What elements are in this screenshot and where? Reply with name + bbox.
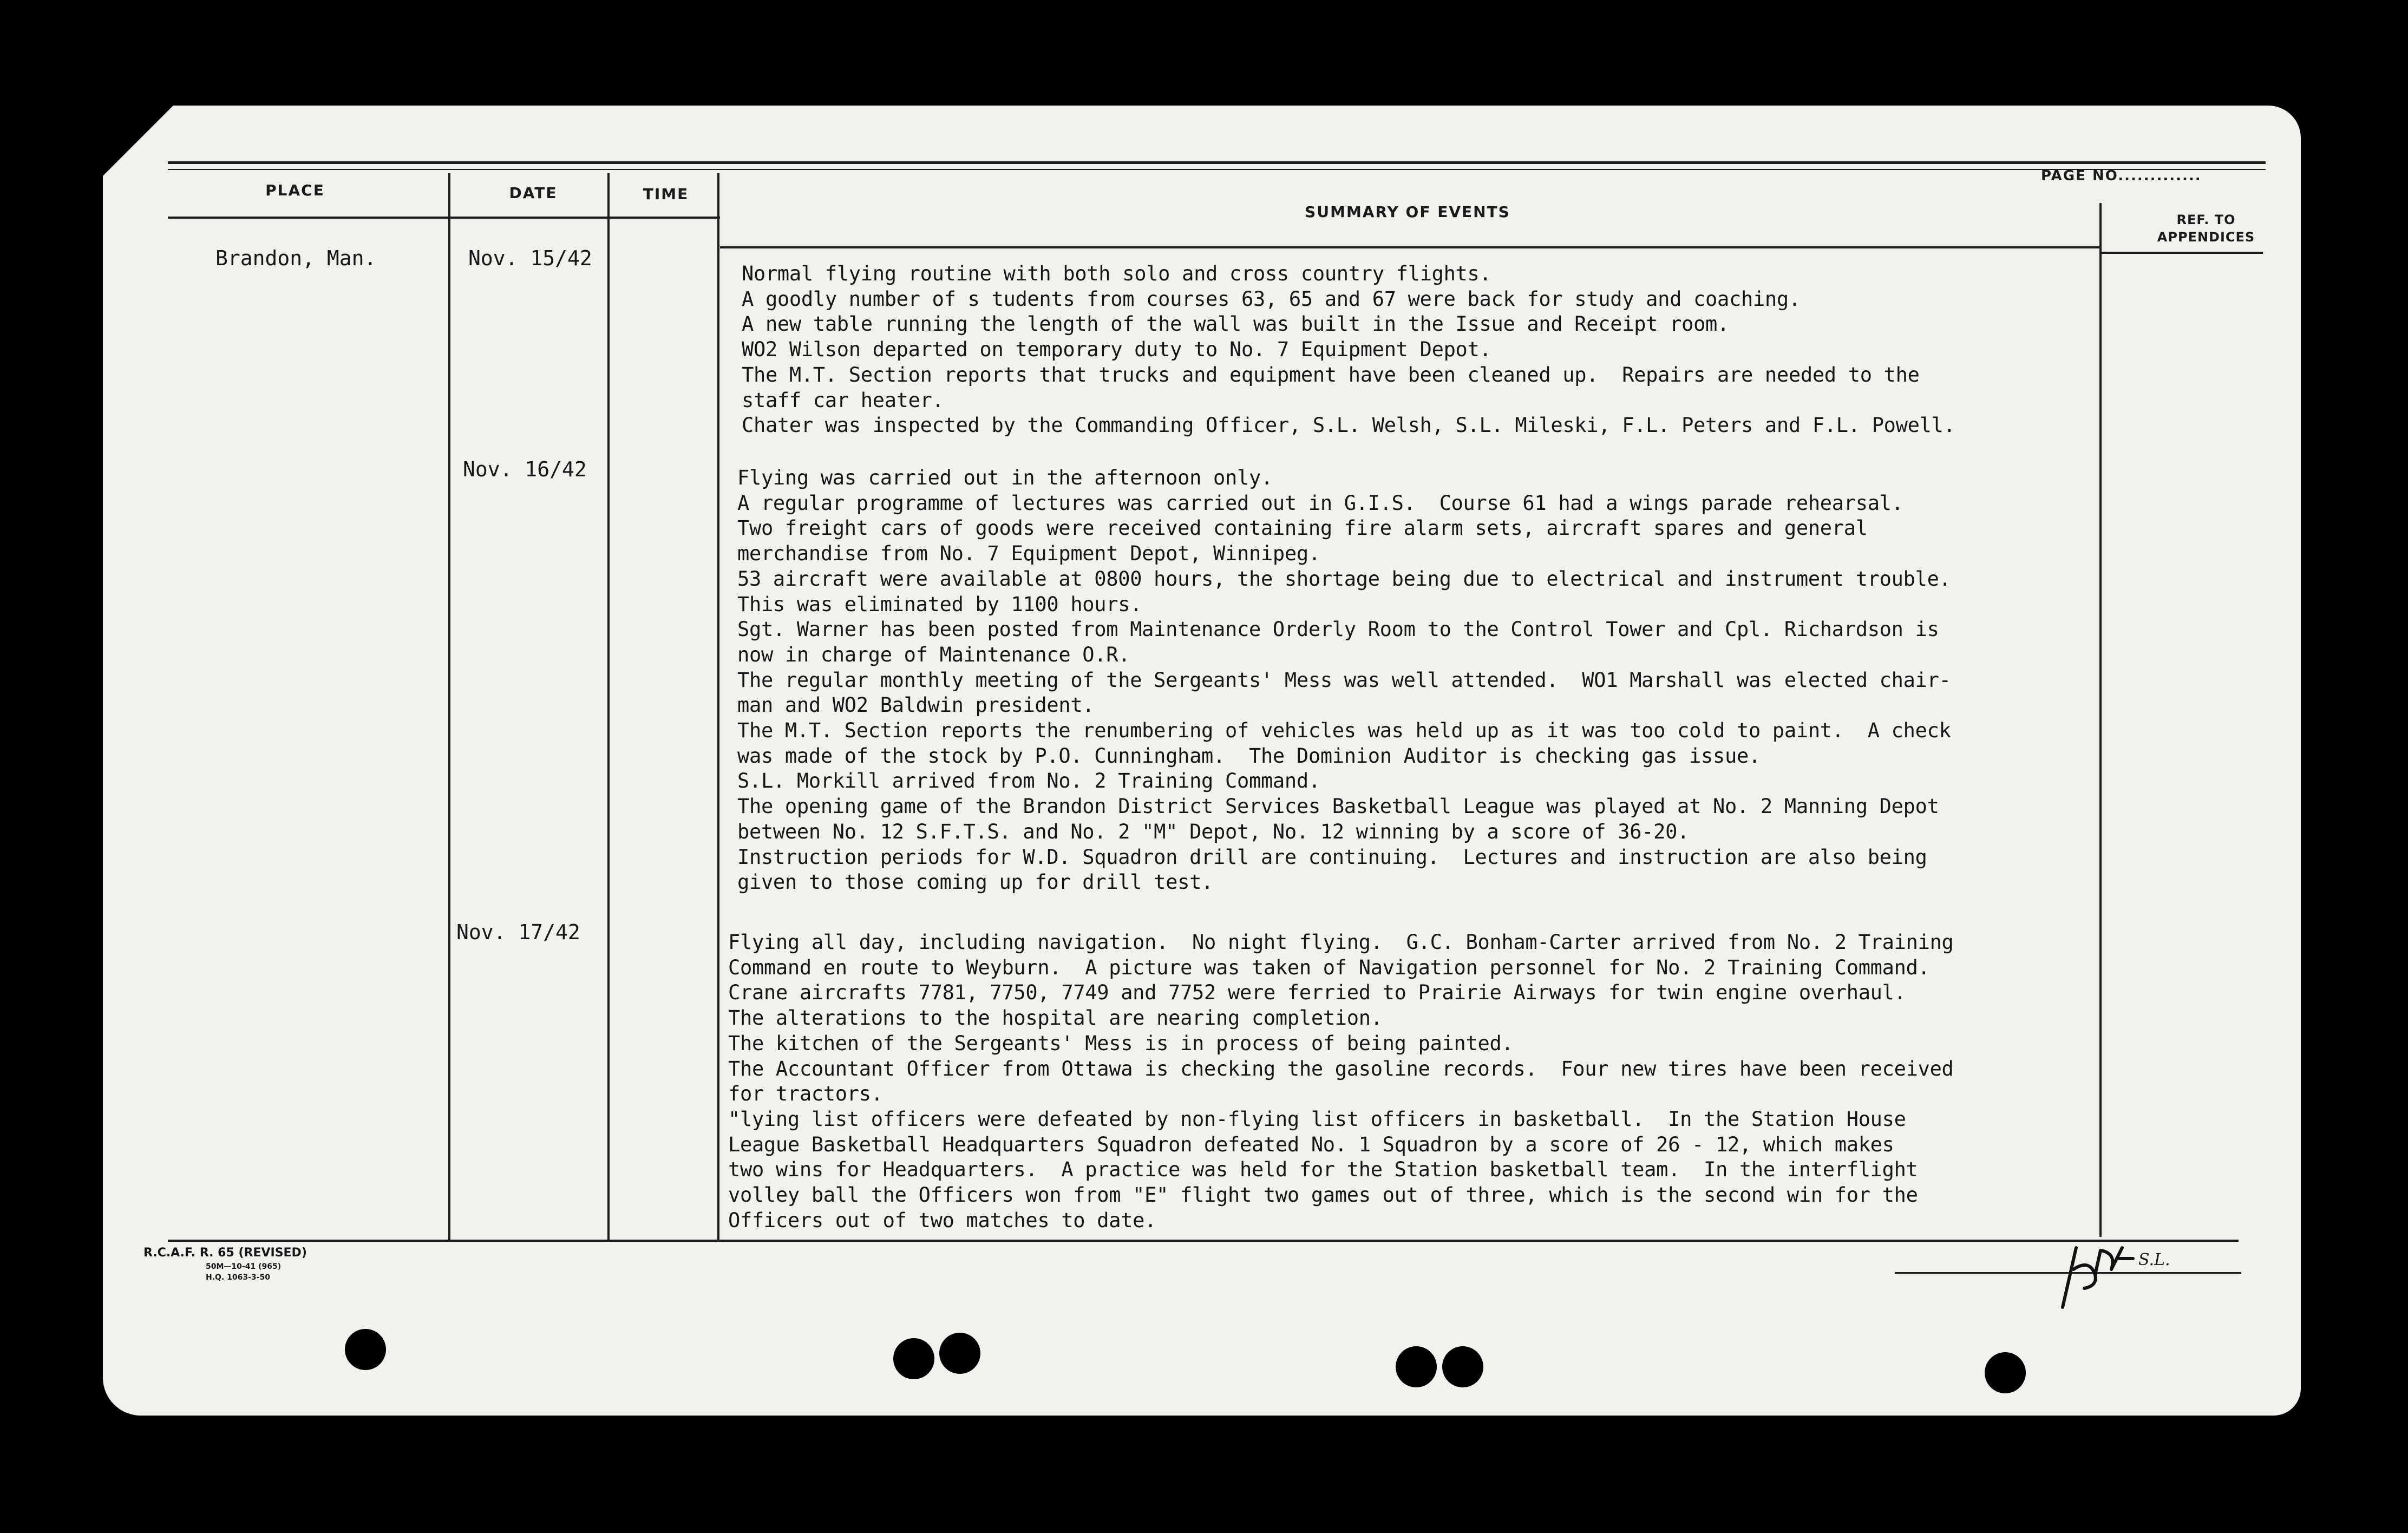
binder-hole — [1985, 1352, 2026, 1393]
page-corner — [103, 106, 173, 176]
event-line: Crane aircrafts 7781, 7750, 7749 and 7752 were ferried to Prairie Airways for twin engine overhaul. — [728, 981, 1906, 1005]
date-header: DATE — [509, 184, 558, 202]
header-underline-ref — [2101, 252, 2263, 254]
event-line: Chater was inspected by the Commanding Officer, S.L. Welsh, S.L. Mileski, F.L. Peters and F.L. Powell. — [742, 414, 1955, 437]
event-line: A regular programme of lectures was carried out in G.I.S. Course 61 had a wings parade rehearsal. — [737, 491, 1903, 515]
binder-hole — [345, 1329, 386, 1370]
event-line: A new table running the length of the wall was built in the Issue and Receipt room. — [742, 312, 1729, 336]
signature-scrawl-icon — [2046, 1237, 2198, 1318]
event-line: was made of the stock by P.O. Cunningham. The Dominion Auditor is checking gas issue. — [737, 744, 1761, 768]
event-line: The kitchen of the Sergeants' Mess is in process of being painted. — [728, 1031, 1514, 1055]
place-cell: Brandon, Man. — [215, 246, 377, 270]
header-underline-left — [168, 217, 720, 219]
entry-date: Nov. 17/42 — [456, 920, 580, 944]
binder-hole — [1442, 1346, 1483, 1387]
appendices-label: APPENDICES — [2157, 230, 2255, 245]
event-line: League Basketball Headquarters Squadron defeated No. 1 Squadron by a score of 26 - 12, which makes — [728, 1132, 1894, 1156]
header-underline-summary — [720, 246, 2101, 248]
binder-hole — [893, 1338, 934, 1379]
form-code-block — [143, 1245, 307, 1283]
event-line: "lying list officers were defeated by non-flying list officers in basketball. In the Station House — [728, 1107, 1906, 1131]
event-line: S.L. Morkill arrived from No. 2 Training Command. — [737, 769, 1320, 793]
time-header: TIME — [643, 185, 689, 203]
event-line: A goodly number of s tudents from courses 63, 65 and 67 were back for study and coaching. — [742, 287, 1801, 311]
top-rule — [168, 161, 2266, 164]
col-rule-date-time — [607, 173, 610, 1240]
event-entry — [737, 466, 2091, 895]
event-entry — [742, 261, 2095, 438]
event-line: WO2 Wilson departed on temporary duty to No. 7 Equipment Depot. — [742, 338, 1491, 362]
event-line: The alterations to the hospital are nearing completion. — [728, 1006, 1383, 1030]
page-no-label: PAGE NO............. — [2041, 168, 2202, 184]
event-line: Instruction periods for W.D. Squadron drill are continuing. Lectures and instruction are also being — [737, 845, 1927, 869]
binder-hole — [939, 1333, 980, 1374]
event-line: Command en route to Weyburn. A picture was taken of Navigation personnel for No. 2 Training Command. — [728, 955, 1930, 979]
form-code: R.C.A.F. R. 65 (REVISED) — [143, 1246, 307, 1260]
event-line: man and WO2 Baldwin president. — [737, 693, 1095, 717]
print-code: 50M—10-41 (965) — [206, 1262, 282, 1271]
col-rule-place-date — [448, 173, 450, 1240]
event-line: for tractors. — [728, 1082, 883, 1106]
col-rule-time-summary — [717, 173, 719, 1240]
event-line: given to those coming up for drill test. — [737, 870, 1214, 894]
event-line: This was eliminated by 1100 hours. — [737, 592, 1142, 616]
binder-hole — [1396, 1346, 1437, 1387]
event-line: The M.T. Section reports that trucks and equipment have been cleaned up. Repairs are needed to the — [742, 363, 1920, 386]
signature — [2046, 1237, 2198, 1320]
event-line: The M.T. Section reports the renumbering of vehicles was held up as it was too cold to paint. A check — [737, 719, 1951, 743]
entry-date: Nov. 16/42 — [463, 457, 587, 481]
event-entry — [728, 930, 2082, 1233]
place-header: PLACE — [265, 181, 325, 199]
event-line: The opening game of the Brandon District Services Basketball League was played at No. 2 Manning Depot — [737, 795, 1939, 818]
event-line: now in charge of Maintenance O.R. — [737, 643, 1130, 666]
summary-header: SUMMARY OF EVENTS — [1305, 203, 1510, 221]
bottom-rule — [168, 1240, 2239, 1242]
event-line: 53 aircraft were available at 0800 hours, the shortage being due to electrical and instrument trouble. — [737, 567, 1951, 591]
ref-appendices-header — [2125, 211, 2287, 246]
event-line: Flying all day, including navigation. No night flying. G.C. Bonham-Carter arrived from No. 2 Training — [728, 931, 1954, 954]
top-rule-thin — [168, 169, 2266, 170]
entry-date: Nov. 15/42 — [468, 246, 592, 270]
event-line: merchandise from No. 7 Equipment Depot, Winnipeg. — [737, 542, 1320, 566]
event-line: Sgt. Warner has been posted from Maintenance Orderly Room to the Control Tower and Cpl. Richardson is — [737, 618, 1939, 641]
col-rule-summary-ref — [2099, 203, 2102, 1237]
signature-initials: S.L. — [2138, 1250, 2170, 1269]
event-line: Two freight cars of goods were received containing fire alarm sets, aircraft spares and general — [737, 516, 1868, 540]
event-line: The regular monthly meeting of the Sergeants' Mess was well attended. WO1 Marshall was elected chair- — [737, 668, 1951, 692]
event-line: two wins for Headquarters. A practice was held for the Station basketball team. In the interflight — [728, 1158, 1918, 1182]
event-line: The Accountant Officer from Ottawa is checking the gasoline records. Four new tires have been received — [728, 1057, 1954, 1080]
event-line: Normal flying routine with both solo and cross country flights. — [742, 262, 1491, 285]
event-line: Flying was carried out in the afternoon only. — [737, 466, 1273, 489]
hq-code: H.Q. 1063-3-50 — [206, 1273, 270, 1282]
event-line: Officers out of two matches to date. — [728, 1208, 1157, 1232]
ref-to-label: REF. TO — [2176, 212, 2236, 227]
event-line: between No. 12 S.F.T.S. and No. 2 "M" Depot, No. 12 winning by a score of 36-20. — [737, 820, 1690, 843]
event-line: staff car heater. — [742, 388, 944, 412]
event-line: volley ball the Officers won from "E" flight two games out of three, which is the second win for the — [728, 1183, 1918, 1207]
